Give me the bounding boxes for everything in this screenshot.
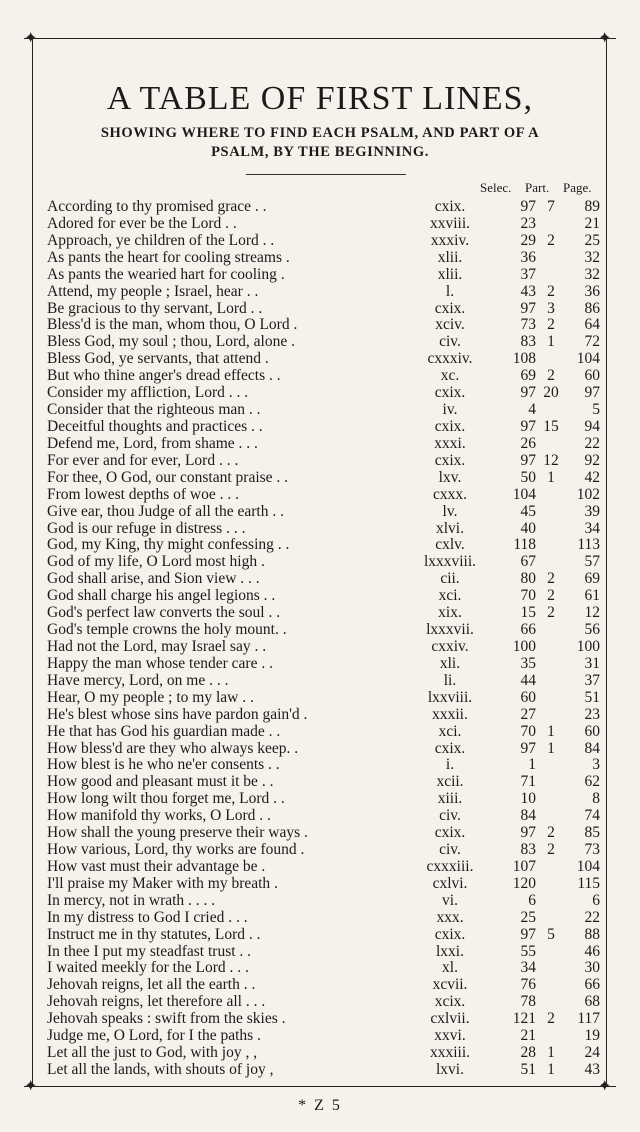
part-number: 1: [547, 1061, 555, 1079]
selection-number: 26: [520, 434, 536, 452]
first-line-text: I'll praise my Maker with my breath .: [47, 875, 278, 892]
page-number: 100: [576, 637, 600, 655]
page-number: 39: [584, 502, 600, 520]
selection-number: 108: [512, 350, 536, 368]
first-line-text: He that has God his guardian made . .: [47, 723, 281, 740]
first-line-text: Have mercy, Lord, on me . . .: [47, 672, 229, 689]
table-row: [0, 351, 640, 368]
psalm-number: lxxi.: [436, 942, 464, 960]
psalm-number: cxxxiv.: [427, 350, 473, 368]
selection-number: 83: [520, 333, 536, 351]
psalm-number: lxv.: [438, 468, 462, 486]
table-row: [0, 757, 640, 774]
part-number: 2: [547, 587, 555, 605]
table-row: [0, 639, 640, 656]
table-row: [0, 960, 640, 977]
selection-number: 97: [520, 299, 536, 317]
table-row: [0, 267, 640, 284]
table-row: [0, 470, 640, 487]
first-line-text: Instruct me in thy statutes, Lord . .: [47, 926, 261, 943]
part-number: 15: [543, 417, 559, 435]
page-number: 74: [584, 807, 600, 825]
first-line-text: Consider my affliction, Lord . . .: [47, 385, 249, 402]
first-line-text: In mercy, not in wrath . . . .: [47, 892, 216, 909]
psalm-number: xlii.: [437, 248, 463, 266]
psalm-number: xlii.: [437, 265, 463, 283]
column-header-part: Part.: [525, 180, 550, 195]
selection-number: 51: [520, 1061, 536, 1079]
subtitle-line: PSALM, BY THE BEGINNING.: [211, 144, 429, 160]
table-row: [0, 944, 640, 961]
first-line-text: Jehovah reigns, let therefore all . . .: [47, 994, 266, 1011]
first-line-text: Jehovah speaks : swift from the skies .: [47, 1011, 286, 1028]
table-row: [0, 808, 640, 825]
table-row: [0, 436, 640, 453]
psalm-number: xxxiv.: [430, 231, 470, 249]
selection-number: 34: [520, 959, 536, 977]
table-row: [0, 977, 640, 994]
first-line-text: Judge me, O Lord, for I the paths .: [47, 1028, 261, 1045]
selection-number: 1: [528, 756, 536, 774]
page-number: 22: [584, 434, 600, 452]
page-number: 97: [584, 384, 600, 402]
selection-number: 60: [520, 688, 536, 706]
psalm-number: xli.: [439, 654, 461, 672]
selection-number: 71: [520, 773, 536, 791]
corner-ornament-icon: ✦: [598, 1076, 612, 1095]
selection-number: 4: [528, 401, 536, 419]
first-line-text: Adored for ever be the Lord . .: [47, 215, 237, 232]
page-number: 3: [592, 756, 600, 774]
part-number: 5: [547, 925, 555, 943]
psalm-number: lxxxvii.: [426, 621, 474, 639]
page-number: 46: [584, 942, 600, 960]
table-row: [0, 284, 640, 301]
first-line-text: How bless'd are they who always keep. .: [47, 740, 299, 757]
selection-number: 97: [520, 824, 536, 842]
first-line-text: Bless God, ye servants, that attend .: [47, 351, 269, 368]
page-number: 36: [584, 282, 600, 300]
table-row: [0, 216, 640, 233]
first-line-text: God shall arise, and Sion view . . .: [47, 571, 260, 588]
first-line-text: How blest is he who ne'er consents . .: [47, 757, 280, 774]
psalm-number: xc.: [440, 367, 460, 385]
table-row: [0, 504, 640, 521]
psalm-number: cxix.: [434, 824, 466, 842]
selection-number: 66: [520, 621, 536, 639]
selection-number: 97: [520, 451, 536, 469]
psalm-number: xci.: [438, 587, 462, 605]
part-number: 2: [547, 231, 555, 249]
table-row: [0, 1045, 640, 1062]
part-number: 2: [547, 824, 555, 842]
first-line-text: Had not the Lord, may Israel say . .: [47, 638, 267, 655]
part-number: 2: [547, 282, 555, 300]
page-title: A TABLE OF FIRST LINES,: [106, 80, 534, 117]
psalm-number: cxix.: [434, 925, 466, 943]
border-bottom-rule: [24, 1086, 616, 1087]
selection-number: 67: [520, 553, 536, 571]
selection-number: 69: [520, 367, 536, 385]
selection-number: 21: [520, 1027, 536, 1045]
page-number: 66: [584, 976, 600, 994]
table-row: [0, 791, 640, 808]
selection-number: 104: [512, 485, 536, 503]
table-row: [0, 927, 640, 944]
selection-number: 15: [520, 604, 536, 622]
selection-number: 83: [520, 841, 536, 859]
psalm-number: xxviii.: [429, 214, 471, 232]
part-number: 1: [547, 1044, 555, 1062]
page-number: 60: [584, 722, 600, 740]
psalm-number: xcvii.: [432, 976, 468, 994]
page-number: 86: [584, 299, 600, 317]
psalm-number: i.: [445, 756, 455, 774]
table-row: [0, 910, 640, 927]
table-row: [0, 1011, 640, 1028]
page-number: 8: [592, 790, 600, 808]
first-line-text: Jehovah reigns, let all the earth . .: [47, 977, 256, 994]
table-row: [0, 690, 640, 707]
table-row: [0, 622, 640, 639]
first-line-text: Bless'd is the man, whom thou, O Lord .: [47, 317, 298, 334]
page-number: 113: [577, 536, 600, 554]
page-subtitle: [40, 124, 600, 162]
corner-ornament-icon: ✦: [24, 1076, 38, 1095]
corner-ornament-icon: ✦: [24, 28, 38, 47]
table-row: [0, 199, 640, 216]
first-line-text: How long wilt thou forget me, Lord . .: [47, 791, 285, 808]
page-number: 89: [584, 198, 600, 215]
first-line-text: I waited meekly for the Lord . . .: [47, 960, 249, 977]
psalm-number: cxlvi.: [432, 874, 468, 892]
table-row: [0, 571, 640, 588]
page-number: 85: [584, 824, 600, 842]
page-number: 61: [584, 587, 600, 605]
selection-number: 97: [520, 384, 536, 402]
page-number: 115: [577, 874, 600, 892]
first-line-text: God of my life, O Lord most high .: [47, 554, 265, 571]
selection-number: 40: [520, 519, 536, 537]
table-row: [0, 1062, 640, 1079]
table-row: [0, 554, 640, 571]
first-line-text: How various, Lord, thy works are found .: [47, 842, 305, 859]
selection-number: 70: [520, 722, 536, 740]
first-line-text: According to thy promised grace . .: [47, 199, 267, 215]
page-number: 19: [584, 1027, 600, 1045]
psalm-number: xxvi.: [434, 1027, 466, 1045]
page-number: 72: [584, 333, 600, 351]
page-number: 21: [584, 214, 600, 232]
part-number: 3: [547, 299, 555, 317]
first-lines-table: [0, 199, 640, 1079]
page-number: 42: [584, 468, 600, 486]
signature-mark: * Z 5: [298, 1097, 342, 1114]
selection-number: 27: [520, 705, 536, 723]
table-row: [0, 368, 640, 385]
selection-number: 23: [520, 214, 536, 232]
part-number: 2: [547, 841, 555, 859]
table-row: [0, 537, 640, 554]
psalm-number: li.: [443, 671, 457, 689]
first-line-text: Happy the man whose tender care . .: [47, 655, 273, 672]
psalm-number: lxxxviii.: [423, 553, 477, 571]
selection-number: 36: [520, 248, 536, 266]
page-number: 12: [584, 604, 600, 622]
selection-number: 73: [520, 316, 536, 334]
selection-number: 6: [528, 891, 536, 909]
page-number: 92: [584, 451, 600, 469]
psalm-number: cxix.: [434, 451, 466, 469]
psalm-number: civ.: [439, 807, 461, 825]
first-line-text: Be gracious to thy servant, Lord . .: [47, 300, 263, 317]
table-row: [0, 334, 640, 351]
page-number: 32: [584, 248, 600, 266]
table-row: [0, 741, 640, 758]
first-line-text: But who thine anger's dread effects . .: [47, 368, 281, 385]
page-number: 102: [576, 485, 600, 503]
first-line-text: Give ear, thou Judge of all the earth . .: [47, 503, 284, 520]
table-row: [0, 402, 640, 419]
psalm-number: cxxiv.: [431, 637, 469, 655]
selection-number: 25: [520, 908, 536, 926]
first-line-text: As pants the heart for cooling streams .: [47, 249, 290, 266]
selection-number: 28: [520, 1044, 536, 1062]
page-number: 57: [584, 553, 600, 571]
part-number: 2: [547, 1010, 555, 1028]
column-header-page: Page.: [563, 180, 592, 195]
psalm-number: lxvi.: [436, 1061, 464, 1079]
first-line-text: God shall charge his angel legions . .: [47, 588, 276, 605]
selection-number: 107: [512, 857, 536, 875]
psalm-number: civ.: [439, 841, 461, 859]
page-number: 32: [584, 265, 600, 283]
page-number: 104: [576, 857, 600, 875]
page-number: 62: [584, 773, 600, 791]
page-number: 37: [584, 671, 600, 689]
table-row: [0, 487, 640, 504]
table-row: [0, 774, 640, 791]
part-number: 20: [543, 384, 559, 402]
subtitle-line: SHOWING WHERE TO FIND EACH PSALM, AND PART OF A: [100, 125, 540, 141]
page-number: 51: [584, 688, 600, 706]
psalm-number: cxix.: [434, 299, 466, 317]
page-number: 56: [584, 621, 600, 639]
table-row: [0, 707, 640, 724]
psalm-number: vi.: [442, 891, 458, 909]
table-row: [0, 876, 640, 893]
part-number: 1: [547, 722, 555, 740]
psalm-number: xl.: [442, 959, 458, 977]
part-number: 1: [547, 333, 555, 351]
psalm-number: xciv.: [435, 316, 465, 334]
table-row: [0, 385, 640, 402]
psalm-number: cxxx.: [432, 485, 467, 503]
first-line-text: In thee I put my steadfast trust . .: [47, 943, 252, 960]
first-line-text: Hear, O my people ; to my law . .: [47, 689, 254, 706]
first-line-text: How good and pleasant must it be . .: [47, 774, 274, 791]
first-line-text: How vast must their advantage be .: [47, 858, 266, 875]
psalm-number: lxxviii.: [427, 688, 473, 706]
table-row: [0, 301, 640, 318]
psalm-number: xci.: [438, 722, 462, 740]
psalm-number: cxix.: [434, 739, 466, 757]
selection-number: 55: [520, 942, 536, 960]
column-headers: [0, 180, 640, 196]
psalm-number: xxxiii.: [429, 1044, 471, 1062]
psalm-number: lv.: [442, 502, 458, 520]
psalm-number: xiii.: [437, 790, 463, 808]
table-row: [0, 317, 640, 334]
first-line-text: From lowest depths of woe . . .: [47, 486, 240, 503]
selection-number: 45: [520, 502, 536, 520]
selection-number: 121: [512, 1010, 536, 1028]
page-number: 84: [584, 739, 600, 757]
first-line-text: Let all the lands, with shouts of joy ,: [47, 1062, 274, 1079]
table-row: [0, 724, 640, 741]
selection-number: 97: [520, 925, 536, 943]
page-number: 117: [577, 1010, 600, 1028]
table-row: [0, 588, 640, 605]
page-number: 6: [592, 891, 600, 909]
psalm-number: xcii.: [436, 773, 464, 791]
page-number: 94: [584, 417, 600, 435]
part-number: 2: [547, 604, 555, 622]
psalm-number: cxix.: [434, 417, 466, 435]
first-line-text: How manifold thy works, O Lord . .: [47, 808, 271, 825]
psalm-number: civ.: [439, 333, 461, 351]
first-line-text: Bless God, my soul ; thou, Lord, alone .: [47, 334, 295, 351]
first-line-text: For ever and for ever, Lord . . .: [47, 452, 239, 469]
table-row: [0, 825, 640, 842]
first-line-text: How shall the young preserve their ways .: [47, 825, 308, 842]
first-line-text: Defend me, Lord, from shame . . .: [47, 435, 258, 452]
first-line-text: Let all the just to God, with joy , ,: [47, 1045, 258, 1062]
page-number: 34: [584, 519, 600, 537]
table-row: [0, 233, 640, 250]
page-number: 23: [584, 705, 600, 723]
psalm-number: xix.: [438, 604, 462, 622]
psalm-number: cxxxiii.: [426, 857, 474, 875]
first-line-text: God's perfect law converts the soul . .: [47, 605, 281, 622]
first-line-text: God's temple crowns the holy mount. .: [47, 622, 287, 639]
corner-ornament-icon: ✦: [598, 28, 612, 47]
first-line-text: For thee, O God, our constant praise . .: [47, 469, 289, 486]
first-line-text: As pants the wearied hart for cooling .: [47, 266, 285, 283]
selection-number: 10: [520, 790, 536, 808]
part-number: 2: [547, 316, 555, 334]
psalm-number: xxxi.: [434, 434, 466, 452]
selection-number: 43: [520, 282, 536, 300]
selection-number: 29: [520, 231, 536, 249]
first-line-text: Deceitful thoughts and practices . .: [47, 418, 263, 435]
first-line-text: In my distress to God I cried . . .: [47, 909, 248, 926]
border-top-rule: [24, 38, 616, 39]
page-number: 68: [584, 993, 600, 1011]
selection-number: 100: [512, 637, 536, 655]
first-line-text: He's blest whose sins have pardon gain'd .: [47, 706, 308, 723]
first-line-text: Consider that the righteous man . .: [47, 402, 261, 419]
page-number: 64: [584, 316, 600, 334]
selection-number: 50: [520, 468, 536, 486]
selection-number: 97: [520, 198, 536, 215]
psalm-number: xlvi.: [436, 519, 464, 537]
part-number: 2: [547, 570, 555, 588]
page-number: 31: [584, 654, 600, 672]
table-row: [0, 521, 640, 538]
table-row: [0, 893, 640, 910]
page-number: 24: [584, 1044, 600, 1062]
table-row: [0, 419, 640, 436]
selection-number: 97: [520, 739, 536, 757]
first-line-text: God is our refuge in distress . . .: [47, 520, 246, 537]
page-number: 60: [584, 367, 600, 385]
page-number: 73: [584, 841, 600, 859]
part-number: 2: [547, 367, 555, 385]
page-number: 25: [584, 231, 600, 249]
psalm-number: xxx.: [436, 908, 464, 926]
table-row: [0, 250, 640, 267]
page-number: 88: [584, 925, 600, 943]
table-row: [0, 605, 640, 622]
table-row: [0, 656, 640, 673]
selection-number: 44: [520, 671, 536, 689]
table-row: [0, 842, 640, 859]
psalm-number: cii.: [440, 570, 460, 588]
part-number: 7: [547, 198, 555, 215]
table-row: [0, 453, 640, 470]
table-row: [0, 994, 640, 1011]
psalm-number: iv.: [442, 401, 458, 419]
table-row: [0, 673, 640, 690]
selection-number: 37: [520, 265, 536, 283]
first-line-text: God, my King, thy might confessing . .: [47, 537, 290, 554]
selection-number: 118: [513, 536, 536, 554]
psalm-number: cxix.: [434, 198, 466, 215]
page-number: 69: [584, 570, 600, 588]
selection-number: 84: [520, 807, 536, 825]
selection-number: 80: [520, 570, 536, 588]
selection-number: 78: [520, 993, 536, 1011]
column-header-selec: Selec.: [480, 180, 512, 195]
first-line-text: Approach, ye children of the Lord . .: [47, 232, 275, 249]
psalm-number: cxix.: [434, 384, 466, 402]
page-number: 43: [584, 1061, 600, 1079]
psalm-number: xxxii.: [432, 705, 468, 723]
psalm-number: cxlv.: [435, 536, 465, 554]
selection-number: 120: [512, 874, 536, 892]
part-number: 12: [543, 451, 559, 469]
table-row: [0, 1028, 640, 1045]
page-number: 22: [584, 908, 600, 926]
selection-number: 35: [520, 654, 536, 672]
psalm-number: xcix.: [434, 993, 466, 1011]
first-line-text: Attend, my people ; Israel, hear . .: [47, 283, 259, 300]
page-number: 104: [576, 350, 600, 368]
selection-number: 70: [520, 587, 536, 605]
part-number: 1: [547, 739, 555, 757]
part-number: 1: [547, 468, 555, 486]
selection-number: 97: [520, 417, 536, 435]
page-number: 30: [584, 959, 600, 977]
divider: [246, 174, 406, 175]
page-number: 5: [592, 401, 600, 419]
psalm-number: cxlvii.: [430, 1010, 470, 1028]
psalm-number: l.: [445, 282, 455, 300]
table-row: [0, 859, 640, 876]
selection-number: 76: [520, 976, 536, 994]
